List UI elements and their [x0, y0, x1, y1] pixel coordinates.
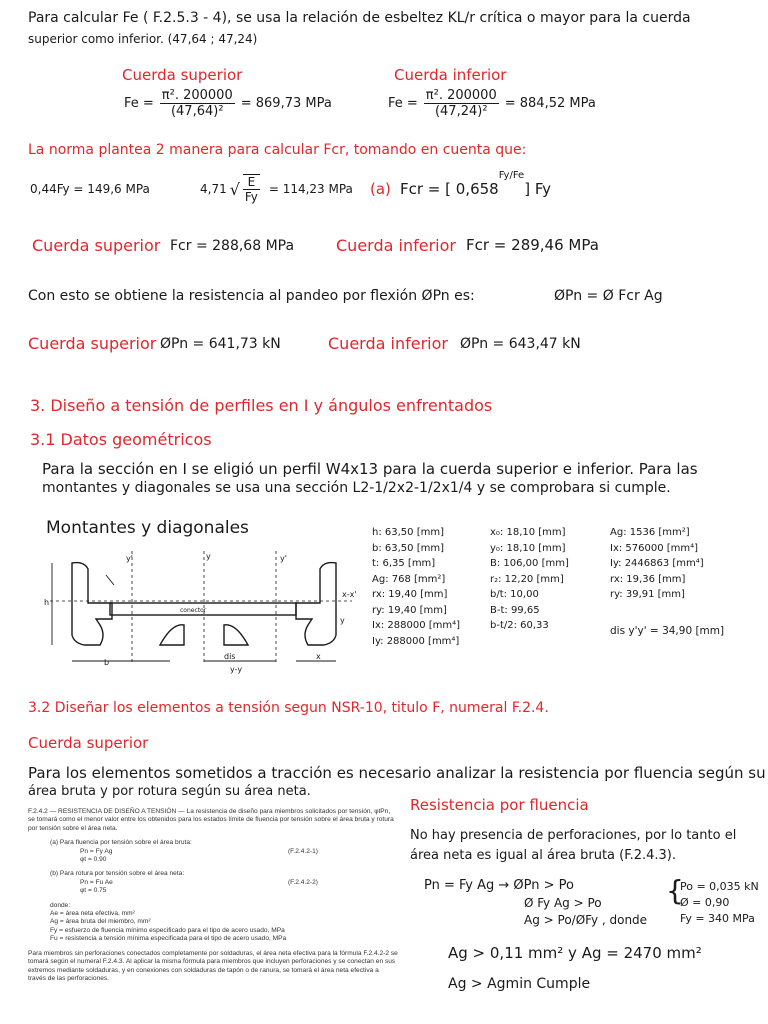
dis-yy-text: dis y'y' = 34,90 [mm] [610, 625, 725, 637]
code-a-eq2: φt = 0.90 [80, 856, 107, 864]
intro-line-1: Para calcular Fe ( F.2.5.3 - 4), se usa la relación de esbeltez KL/r crítica o mayor para la cuerda [28, 10, 691, 26]
left-angle-shape [72, 563, 112, 645]
norma-cond1: 0,44Fy = 149,6 MPa [30, 182, 150, 196]
fe-inf-fraction [424, 88, 499, 119]
cond2-den: Fy [244, 190, 258, 204]
code-a-eq1: Pn = Fy Ag [80, 847, 113, 855]
fe-sup-fraction [160, 88, 235, 119]
label-ybar: y [340, 616, 345, 625]
fcr-formula [400, 170, 551, 198]
norma-text: La norma plantea 2 manera para calcular Fcr, tomando en cuenta que: [28, 142, 527, 158]
section-3-para-2: montantes y diagonales se usa una sección L2-1/2x2-1/2x1/4 y se comprobara si cumple. [42, 480, 671, 496]
fcr-formula-tail: ] Fy [524, 180, 551, 198]
fe-inf-lhs: Fe = [388, 96, 418, 111]
fe-inf-result: = 884,52 MPa [504, 96, 596, 111]
prop-ag-total: Ag: 1536 [mm²] [610, 527, 690, 538]
right-lower-bulb [224, 625, 248, 645]
fluencia-cond-3: Fy = 340 MPa [680, 912, 755, 925]
prop-B: B: 106,00 [mm] [490, 558, 569, 569]
prop-bt: b/t: 10,00 [490, 589, 539, 600]
code-def-2: Ag = área bruta del miembro, mm² [50, 918, 151, 926]
fe-inferior-title: Cuerda inferior [394, 66, 507, 84]
fluencia-result-2: Ag > Agmin Cumple [448, 976, 591, 992]
code-excerpt [28, 808, 398, 983]
code-a-ref: (F.2.4.2-1) [287, 847, 318, 855]
fluencia-text-1: No hay presencia de perforaciones, por lo tanto el [410, 828, 737, 843]
label-xx: x-x' [342, 590, 357, 599]
brace-icon: { [666, 874, 684, 907]
props-col-3 [610, 525, 704, 603]
code-footer: Para miembros sin perforaciones conectados completamente por soldaduras, el área neta efectiva para la fórmula F.2.4.2-2 se tomará según el numeral F.2.4.3. Al aplicar la misma fórmula para miembros que incluyen perforaciones y se conectan en sus extremos mediante soldaduras, y en conexiones con soldaduras de tapón o de ranura, se tomará el área neta efectiva a través de las perforaciones. [28, 949, 398, 982]
prop-ry-total: ry: 39,91 [mm] [610, 589, 685, 600]
pandeo-formula: ØPn = Ø Fcr Ag [554, 288, 663, 304]
prop-x0: x₀: 18,10 [mm] [490, 527, 566, 538]
fluencia-text-2: área neta es igual al área bruta (F.2.4.3). [410, 848, 677, 863]
diagram-title: Montantes y diagonales [46, 518, 249, 538]
prop-iy: Iy: 288000 [mm⁴] [372, 635, 460, 647]
prop-t: t: 6,35 [mm] [372, 558, 436, 569]
case-label: (a) [370, 180, 391, 198]
fe-inf-den: (47,24)² [434, 104, 488, 119]
phipn-inferior-value: ØPn = 643,47 kN [460, 336, 581, 352]
fe-sup-den: (47,64)² [170, 104, 224, 119]
code-b-ref: (F.2.4.2-2) [287, 878, 318, 886]
fe-inf-num: π². 200000 [425, 88, 497, 103]
section-32-para-2: área bruta y por rotura según su área neta. [28, 784, 311, 799]
fcr-inferior-value: Fcr = 289,46 MPa [466, 236, 599, 254]
fluencia-title: Resistencia por fluencia [410, 796, 589, 814]
code-b-eq-row [28, 879, 398, 887]
fe-sup-result: = 869,73 MPa [240, 96, 332, 111]
section-32-cuerda: Cuerda superior [28, 734, 149, 752]
fluencia-eq-1: Pn = Fy Ag → ØPn > Po [424, 878, 574, 893]
prop-y0: y₀: 18,10 [mm] [490, 542, 566, 554]
prop-ix-total: Ix: 576000 [mm⁴] [610, 542, 699, 554]
fluencia-cond-2: Ø = 0,90 [680, 896, 730, 909]
prop-b-t2: b-t/2: 60,33 [490, 620, 549, 631]
code-a-label: (a) Para fluencia por tensión sobre el área bruta: [50, 839, 192, 847]
pandeo-text: Con esto se obtiene la resistencia al pandeo por flexión ØPn es: [28, 288, 475, 304]
fe-sup-lhs: Fe = [124, 96, 154, 111]
prop-ix: Ix: 288000 [mm⁴] [372, 620, 461, 631]
fluencia-cond-1: Po = 0,035 kN [680, 880, 759, 893]
prop-ry: ry: 19,40 [mm] [372, 604, 447, 616]
label-conector: conector [180, 607, 207, 614]
prop-b: b: 63,50 [mm] [372, 542, 444, 554]
code-b-label: (b) Para rotura por tensión sobre el área neta: [50, 870, 185, 878]
label-dis: dis [224, 652, 236, 661]
fcr-inferior-label: Cuerda inferior [336, 236, 456, 255]
fluencia-eq-2: Ø Fy Ag > Po [524, 896, 602, 910]
cond2-fraction [243, 174, 260, 204]
label-yprime-right: y' [280, 554, 287, 563]
code-heading: F.2.4.2 — RESISTENCIA DE DISEÑO A TENSIÓN — La resistencia de diseño para miembros solicitados por tensión, φtPn, se tomará como el menor valor entre los obtenidos para los estados límite de fluencia por tensión sobre el área bruta y rotura por tensión sobre el área neta. [28, 808, 394, 832]
prop-rx-total: rx: 19,36 [mm] [610, 573, 686, 585]
code-def-4: Fu = resistencia a tensión mínima especificada para el tipo de acero usado, MPa [50, 935, 287, 943]
section-32-para-1: Para los elementos sometidos a tracción es necesario analizar la resistencia por fluencia según su [28, 764, 766, 782]
label-yy: y-y [230, 665, 243, 674]
prop-B-t: B-t: 99,65 [490, 604, 540, 616]
pointer-arrow [106, 575, 114, 585]
phipn-inferior-label: Cuerda inferior [328, 334, 448, 353]
code-b-eq2: φt = 0.75 [80, 887, 107, 895]
prop-r2: r₂: 12,20 [mm] [490, 573, 564, 585]
code-def-3: Fy = esfuerzo de fluencia mínimo especificado para el tipo de acero usado, MPa [50, 926, 285, 934]
label-x: x [316, 652, 321, 661]
fcr-superior-label: Cuerda superior [32, 236, 161, 255]
section-31-title: 3.1 Datos geométricos [30, 430, 212, 449]
prop-iy-total: Iy: 2446863 [mm⁴] [610, 558, 704, 569]
code-def-1: Ae = área neta efectiva, mm² [50, 910, 135, 918]
section-32-title: 3.2 Diseñar los elementos a tensión segun NSR-10, titulo F, numeral F.2.4. [28, 700, 549, 716]
label-h: h [44, 598, 50, 607]
phipn-superior-value: ØPn = 641,73 kN [160, 336, 281, 352]
phipn-superior-label: Cuerda superior [28, 334, 157, 353]
right-angle-shape [296, 563, 336, 645]
fcr-superior-value: Fcr = 288,68 MPa [170, 238, 295, 254]
norma-cond2 [200, 174, 353, 204]
fcr-formula-main: Fcr = [ 0,658 [400, 180, 499, 198]
prop-ag: Ag: 768 [mm²] [372, 573, 446, 585]
cond2-result: = 114,23 MPa [268, 182, 353, 196]
fe-sup-num: π². 200000 [161, 88, 233, 103]
fcr-exponent: Fy/Fe [498, 170, 525, 181]
fe-superior-title: Cuerda superior [122, 66, 243, 84]
sqrt-icon: √ [229, 179, 240, 199]
cond2-lhs: 4,71 [200, 182, 227, 196]
code-b-eq1: Pn = Fu Ae [80, 878, 113, 886]
props-col-1 [372, 525, 460, 649]
code-donde: donde: [50, 901, 71, 909]
prop-h: h: 63,50 [mm] [372, 527, 444, 538]
fe-superior-equation [124, 88, 332, 119]
prop-rx: rx: 19,40 [mm] [372, 589, 448, 600]
code-a-eq-row [28, 848, 398, 856]
label-yprime-left: y' [126, 554, 133, 563]
fluencia-eq-3: Ag > Po/ØFy , donde [524, 913, 648, 927]
cross-section-diagram [40, 545, 370, 680]
label-y: y [206, 552, 211, 561]
left-lower-bulb [160, 625, 184, 645]
section-3-title: 3. Diseño a tensión de perfiles en I y ángulos enfrentados [30, 396, 493, 415]
fluencia-result-1: Ag > 0,11 mm² y Ag = 2470 mm² [448, 944, 702, 962]
label-b: b [104, 658, 110, 667]
fe-inferior-equation [388, 88, 596, 119]
intro-line-2: superior como inferior. (47,64 ; 47,24) [28, 32, 258, 46]
props-col-2 [490, 525, 569, 634]
cond2-num: E [243, 175, 260, 190]
section-3-para-1: Para la sección en I se eligió un perfil W4x13 para la cuerda superior e inferior. Para las [42, 460, 698, 478]
